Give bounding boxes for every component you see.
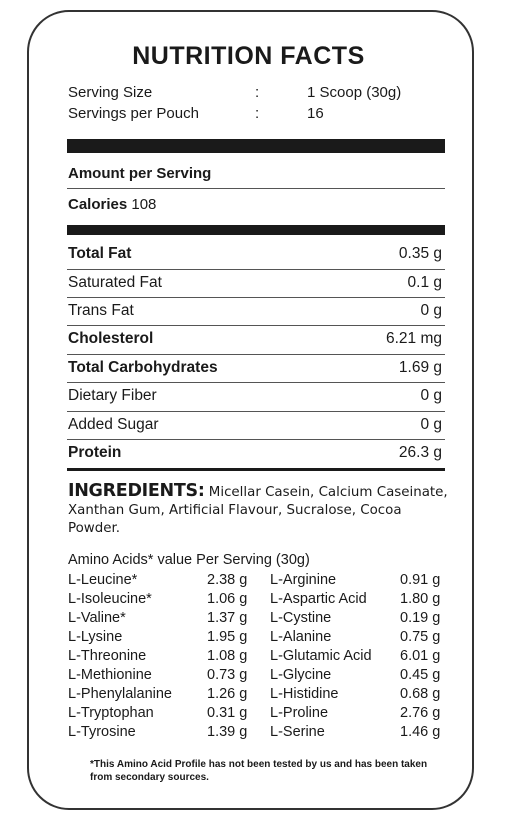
nutrient-value: 0 g — [420, 302, 442, 319]
nutrient-value: 1.69 g — [398, 359, 442, 376]
nutrient-value: 0.35 g — [398, 245, 442, 262]
nutrient-row — [67, 439, 445, 467]
divider-bar-top — [67, 139, 445, 153]
nutrient-row — [67, 382, 445, 410]
amino-name: L-Glutamic Acid — [270, 648, 372, 664]
nutrient-row — [67, 240, 445, 268]
servings-per-pouch-colon: : — [255, 105, 260, 122]
amino-name: L-Tyrosine — [68, 724, 136, 740]
serving-size-value: 1 Scoop (30g) — [307, 84, 402, 101]
amino-value: 0.91 g — [400, 572, 441, 588]
nutrient-row — [67, 297, 445, 325]
calories-row — [68, 196, 156, 213]
amino-name: L-Leucine* — [68, 572, 138, 588]
serving-size-colon: : — [255, 84, 260, 101]
label-title: NUTRITION FACTS — [132, 42, 365, 70]
calories-label: Calories — [68, 196, 128, 213]
nutrient-value: 26.3 g — [398, 444, 442, 461]
nutrient-name: Dietary Fiber — [68, 387, 157, 404]
amino-value: 1.26 g — [207, 686, 248, 702]
amino-name: L-Aspartic Acid — [270, 591, 367, 607]
divider-line — [67, 188, 445, 189]
nutrient-name: Protein — [68, 444, 122, 461]
servings-per-pouch-value: 16 — [307, 105, 324, 122]
amino-value: 2.38 g — [207, 572, 248, 588]
nutrient-row — [67, 269, 445, 297]
amino-value: 1.46 g — [400, 724, 441, 740]
nutrient-name: Trans Fat — [68, 302, 134, 319]
amino-name: L-Isoleucine* — [68, 591, 152, 607]
footnote: *This Amino Acid Profile has not been tested by us and has been taken from secondary sources. — [90, 759, 428, 783]
amino-value: 1.08 g — [207, 648, 248, 664]
amino-name: L-Cystine — [270, 610, 332, 626]
amino-value: 0.19 g — [400, 610, 441, 626]
calories-value: 108 — [131, 196, 157, 213]
nutrient-row — [67, 325, 445, 353]
amino-name: L-Glycine — [270, 667, 332, 683]
amino-value: 1.80 g — [400, 591, 441, 607]
amino-value: 0.73 g — [207, 667, 248, 683]
amino-value: 0.31 g — [207, 705, 248, 721]
nutrient-value: 0 g — [420, 387, 442, 404]
amino-name: L-Histidine — [270, 686, 339, 702]
amino-value: 1.06 g — [207, 591, 248, 607]
serving-size-label: Serving Size — [68, 84, 153, 101]
amino-name: L-Valine* — [68, 610, 126, 626]
nutrient-value: 0 g — [420, 416, 442, 433]
amino-value: 6.01 g — [400, 648, 441, 664]
amino-name: L-Tryptophan — [68, 705, 154, 721]
amino-value: 1.37 g — [207, 610, 248, 626]
amino-name: L-Proline — [270, 705, 329, 721]
amino-name: L-Methionine — [68, 667, 152, 683]
ingredients-heading: INGREDIENTS: — [68, 481, 205, 501]
amino-name: L-Alanine — [270, 629, 332, 645]
divider-bar-bottom — [67, 468, 445, 471]
amino-name: L-Serine — [270, 724, 325, 740]
amino-value: 2.76 g — [400, 705, 441, 721]
divider-bar-middle — [67, 225, 445, 235]
nutrient-row — [67, 354, 445, 382]
nutrient-name: Cholesterol — [68, 330, 154, 347]
ingredients-text: Micellar Casein, Calcium Caseinate, Xanthan Gum, Artificial Flavour, Sucralose, Cocoa Powder. — [68, 485, 448, 536]
amino-value: 0.45 g — [400, 667, 441, 683]
nutrient-name: Total Fat — [68, 245, 132, 262]
amino-value: 1.39 g — [207, 724, 248, 740]
amino-name: L-Arginine — [270, 572, 337, 588]
nutrient-name: Total Carbohydrates — [68, 359, 218, 376]
servings-per-pouch-label: Servings per Pouch — [68, 105, 199, 122]
nutrient-name: Added Sugar — [68, 416, 159, 433]
amino-name: L-Lysine — [68, 629, 123, 645]
amino-value: 0.68 g — [400, 686, 441, 702]
amino-name: L-Phenylalanine — [68, 686, 172, 702]
amino-value: 0.75 g — [400, 629, 441, 645]
nutrient-value: 6.21 mg — [385, 330, 442, 347]
amino-name: L-Threonine — [68, 648, 147, 664]
nutrient-value: 0.1 g — [407, 274, 442, 291]
ingredients-block — [68, 482, 448, 538]
amino-acids-heading: Amino Acids* value Per Serving (30g) — [68, 552, 310, 568]
amino-value: 1.95 g — [207, 629, 248, 645]
amount-per-serving-heading: Amount per Serving — [68, 165, 212, 182]
nutrient-row — [67, 411, 445, 439]
nutrient-name: Saturated Fat — [68, 274, 162, 291]
